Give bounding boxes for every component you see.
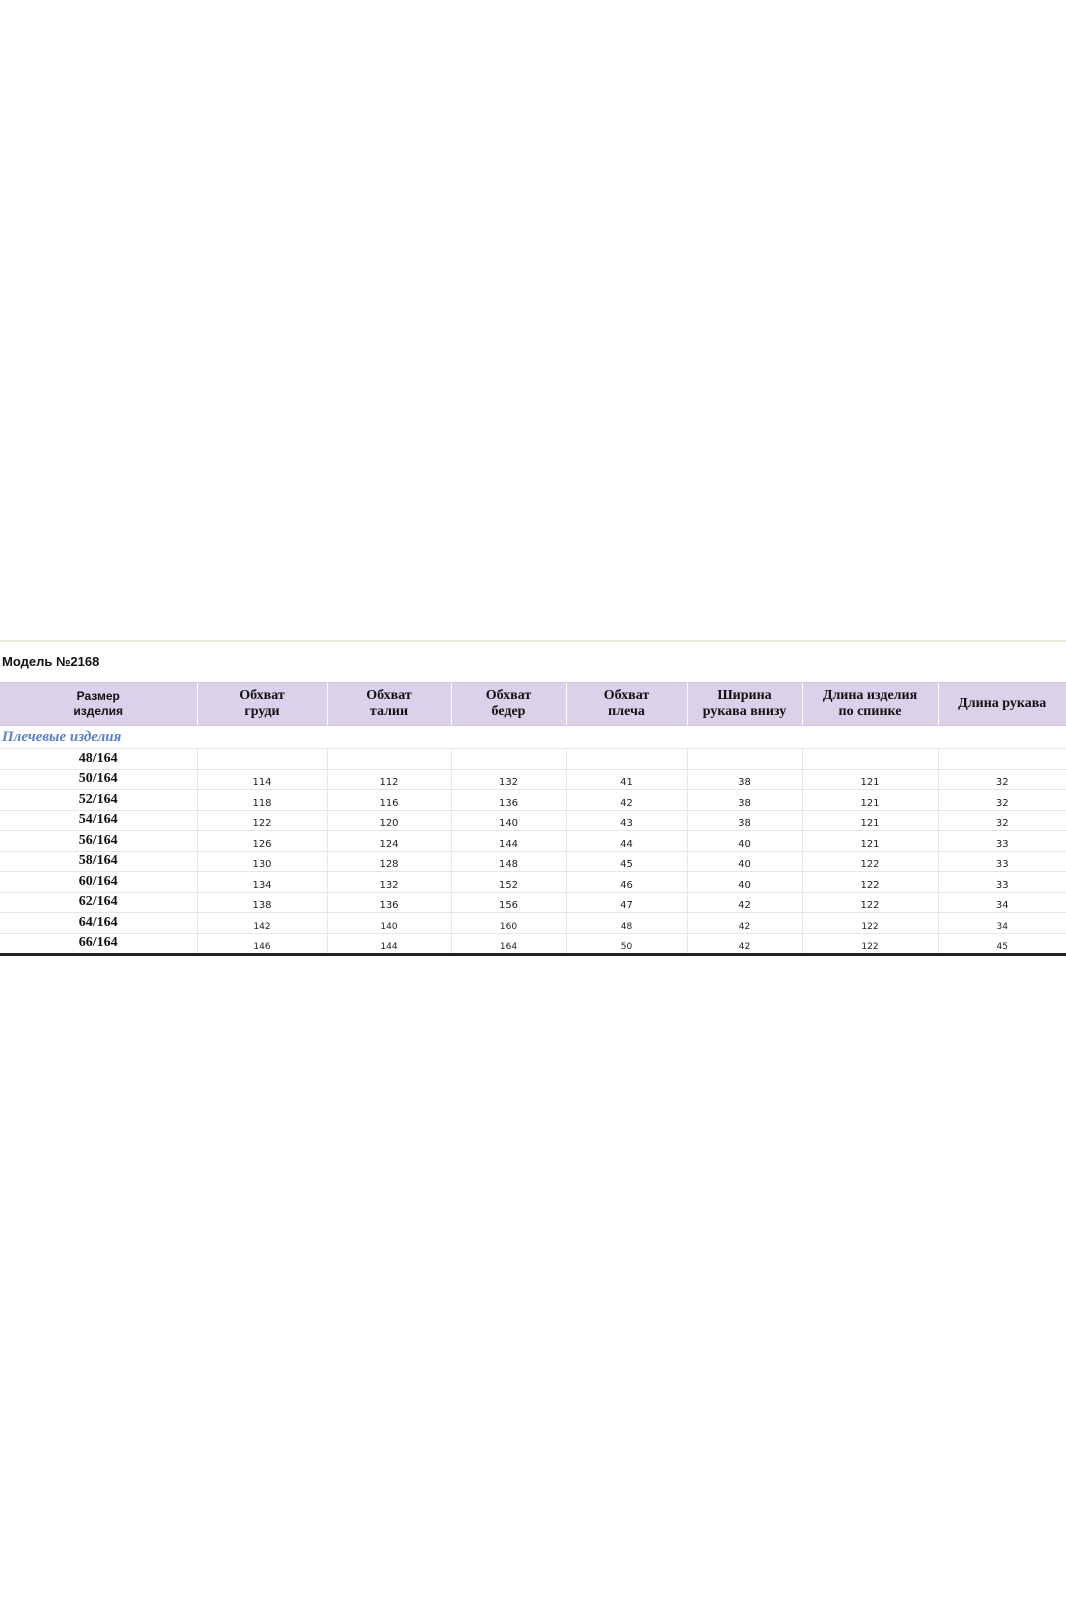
table-row [0, 913, 1066, 934]
size-chart-sheet [0, 640, 1066, 956]
header-text-line: Размер [76, 689, 120, 703]
measurement-value: 42 [738, 942, 751, 952]
measurement-value: 146 [253, 942, 271, 952]
header-text-line: талии [369, 704, 409, 719]
measurement-value: 122 [860, 879, 880, 891]
size-cell: 48/164 [0, 749, 197, 770]
measurement-cell [566, 872, 687, 893]
measurement-cell [197, 790, 327, 811]
header-text-line: Длина изделия [822, 688, 918, 703]
measurement-cell [327, 851, 451, 872]
measurement-value: 114 [252, 777, 272, 788]
measurement-value: 126 [252, 838, 272, 850]
size-cell: 64/164 [0, 913, 197, 934]
size-cell: 56/164 [0, 831, 197, 852]
measurement-value: 121 [860, 838, 880, 850]
measurement-value: 124 [379, 838, 399, 850]
measurement-value: 134 [252, 879, 272, 891]
table-row [0, 810, 1066, 831]
measurement-value: 152 [498, 879, 519, 891]
measurement-value: 128 [379, 859, 399, 870]
measurement-cell [802, 790, 938, 811]
table-body [0, 726, 1066, 955]
size-cell: 66/164 [0, 933, 197, 955]
measurement-cell [938, 769, 1066, 790]
measurement-cell [197, 769, 327, 790]
measurement-cell [327, 749, 451, 770]
measurement-cell [938, 913, 1066, 934]
measurement-value: 42 [738, 921, 751, 932]
measurement-value: 122 [860, 900, 880, 911]
table-row [0, 831, 1066, 852]
measurement-cell [938, 892, 1066, 913]
measurement-cell [327, 810, 451, 831]
measurement-cell [938, 872, 1066, 893]
header-text-line: плеча [608, 704, 645, 719]
column-header-back-length [802, 683, 938, 726]
measurement-value: 41 [620, 777, 633, 788]
measurement-cell [938, 831, 1066, 852]
size-cell: 52/164 [0, 790, 197, 811]
measurement-value: 33 [995, 879, 1009, 891]
size-cell: 54/164 [0, 810, 197, 831]
measurement-cell [687, 749, 802, 770]
header-text-line: Обхват [239, 688, 285, 703]
measurement-cell [451, 831, 566, 852]
measurement-cell [197, 749, 327, 770]
size-cell: 62/164 [0, 892, 197, 913]
measurement-cell [802, 810, 938, 831]
measurement-value: 144 [380, 942, 398, 952]
measurement-cell [938, 749, 1066, 770]
measurement-cell [197, 810, 327, 831]
measurement-cell [566, 810, 687, 831]
size-cell: 58/164 [0, 851, 197, 872]
measurement-value: 122 [860, 859, 880, 870]
measurement-cell [451, 913, 566, 934]
measurement-cell [197, 892, 327, 913]
column-header-hips [451, 683, 566, 726]
size-cell: 50/164 [0, 769, 197, 790]
measurement-value: 42 [738, 900, 751, 911]
measurement-value: 33 [995, 859, 1009, 870]
measurement-value: 136 [498, 797, 519, 809]
measurement-cell [802, 851, 938, 872]
measurement-cell [327, 892, 451, 913]
header-text-line: Ширина [717, 688, 772, 703]
measurement-value: 38 [738, 818, 751, 829]
measurement-cell [566, 892, 687, 913]
measurement-cell [802, 749, 938, 770]
column-header-sleeve-length [938, 683, 1066, 726]
column-header-upper-arm [566, 683, 687, 726]
measurement-value: 40 [738, 859, 751, 870]
column-header-waist [327, 683, 451, 726]
measurement-value: 142 [253, 921, 271, 932]
measurement-value: 122 [252, 818, 272, 829]
measurement-value: 130 [252, 859, 272, 870]
measurement-value: 132 [379, 879, 399, 891]
header-text-line: бедер [491, 704, 526, 719]
section-label: Плечевые изделия [0, 726, 1066, 749]
measurement-value: 136 [379, 900, 399, 911]
measurement-value: 148 [498, 859, 519, 870]
header-text-line: Длина рукава [958, 696, 1047, 711]
measurement-cell [327, 933, 451, 955]
measurement-value: 42 [620, 797, 633, 809]
header-text-line: изделия [73, 704, 124, 718]
measurement-value: 118 [252, 797, 272, 809]
measurement-cell [451, 892, 566, 913]
measurement-value: 140 [380, 921, 398, 932]
measurement-cell [327, 831, 451, 852]
measurement-cell [451, 851, 566, 872]
measurement-cell [938, 810, 1066, 831]
header-text-line: Обхват [366, 688, 412, 703]
table-row [0, 933, 1066, 955]
column-header-chest [197, 683, 327, 726]
measurement-cell [566, 831, 687, 852]
measurement-cell [802, 892, 938, 913]
measurement-cell [687, 831, 802, 852]
measurement-cell [566, 913, 687, 934]
table-row [0, 769, 1066, 790]
measurement-value: 164 [499, 942, 518, 952]
header-row [0, 683, 1066, 726]
measurement-cell [802, 831, 938, 852]
measurement-cell [197, 913, 327, 934]
measurement-value: 32 [995, 797, 1009, 809]
measurement-cell [327, 872, 451, 893]
column-header-size [0, 683, 197, 726]
header-text-line: рукава внизу [702, 704, 787, 719]
measurement-value: 47 [620, 900, 633, 911]
measurement-value: 116 [379, 797, 399, 809]
measurement-value: 33 [995, 838, 1009, 850]
measurement-value: 38 [738, 777, 751, 788]
measurement-cell [451, 749, 566, 770]
measurement-cell [451, 790, 566, 811]
measurement-cell [687, 851, 802, 872]
measurement-cell [802, 913, 938, 934]
header-text-line: груди [244, 704, 280, 719]
measurement-value: 121 [860, 777, 880, 788]
measurement-value: 112 [379, 777, 399, 788]
measurement-value: 43 [620, 818, 633, 829]
measurement-value: 122 [861, 942, 879, 952]
measurement-value: 32 [995, 777, 1009, 788]
measurement-value: 121 [860, 797, 880, 809]
measurement-value: 40 [738, 879, 751, 891]
measurement-value: 34 [995, 900, 1009, 911]
model-title: Модель №2168 [2, 654, 100, 669]
table-header [0, 683, 1066, 726]
measurement-value: 34 [996, 921, 1008, 932]
measurement-cell [566, 769, 687, 790]
measurement-value: 156 [498, 900, 519, 911]
measurement-value: 120 [379, 818, 399, 829]
measurement-cell [687, 892, 802, 913]
measurement-value: 44 [620, 838, 633, 850]
header-text-line: по спинке [838, 704, 902, 719]
table-row [0, 851, 1066, 872]
measurement-cell [687, 790, 802, 811]
measurement-cell [687, 769, 802, 790]
measurement-cell [197, 851, 327, 872]
measurement-value: 48 [620, 921, 633, 932]
measurement-value: 45 [620, 859, 633, 870]
measurement-cell [197, 933, 327, 955]
measurement-cell [938, 851, 1066, 872]
table-row [0, 892, 1066, 913]
measurement-cell [327, 913, 451, 934]
measurement-cell [938, 790, 1066, 811]
table-row [0, 872, 1066, 893]
table-row [0, 749, 1066, 770]
measurement-cell [687, 933, 802, 955]
measurement-value: 140 [498, 818, 519, 829]
section-row [0, 726, 1066, 749]
measurement-cell [687, 872, 802, 893]
measurement-cell [687, 913, 802, 934]
measurement-cell [802, 769, 938, 790]
table-row [0, 790, 1066, 811]
measurement-cell [687, 810, 802, 831]
measurement-cell [566, 790, 687, 811]
size-cell: 60/164 [0, 872, 197, 893]
measurement-cell [566, 749, 687, 770]
measurement-value: 38 [738, 797, 751, 809]
size-table [0, 682, 1066, 956]
measurement-value: 121 [860, 818, 880, 829]
measurement-cell [451, 872, 566, 893]
column-header-sleeve-width [687, 683, 802, 726]
measurement-value: 46 [620, 879, 633, 891]
measurement-cell [197, 872, 327, 893]
measurement-cell [451, 933, 566, 955]
measurement-cell [566, 851, 687, 872]
measurement-cell [451, 810, 566, 831]
measurement-value: 40 [738, 838, 751, 850]
measurement-value: 144 [498, 838, 519, 850]
measurement-cell [327, 790, 451, 811]
measurement-cell [327, 769, 451, 790]
measurement-cell [566, 933, 687, 955]
measurement-value: 45 [996, 942, 1008, 952]
measurement-cell [938, 933, 1066, 955]
measurement-cell [802, 872, 938, 893]
measurement-cell [802, 933, 938, 955]
measurement-value: 132 [498, 777, 519, 788]
measurement-value: 32 [995, 818, 1009, 829]
measurement-value: 160 [499, 921, 518, 932]
measurement-value: 138 [252, 900, 272, 911]
header-text-line: Обхват [603, 688, 650, 703]
header-text-line: Обхват [485, 688, 532, 703]
measurement-cell [197, 831, 327, 852]
measurement-cell [451, 769, 566, 790]
measurement-value: 50 [620, 942, 633, 952]
measurement-value: 122 [861, 921, 879, 932]
